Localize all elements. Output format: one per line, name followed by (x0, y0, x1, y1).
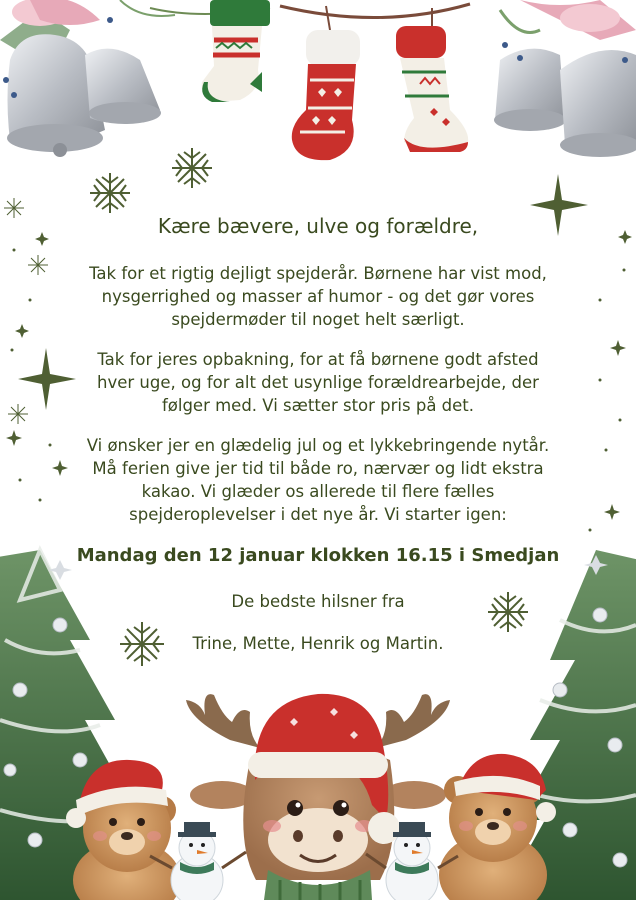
christmas-stocking-red (396, 8, 468, 152)
restart-date-heading: Mandag den 12 januar klokken 16.15 i Smedjan (76, 545, 560, 566)
letter-greeting: Kære bævere, ulve og forældre, (157, 214, 479, 238)
paragraph-line: spejdermøder til noget helt særligt. (171, 310, 465, 329)
christmas-stocking-green (202, 0, 270, 102)
snowflake-icon (90, 173, 130, 213)
teddy-bear-right (439, 754, 556, 900)
paragraph-line: Vi ønsker jer en glædelig jul og et lykkebringende nytår. (86, 436, 550, 455)
paragraph-line: Tak for et rigtig dejligt spejderår. Børnene har vist mod, (89, 264, 547, 283)
letter-paragraph-2 (0, 348, 636, 417)
paragraph-line: hver uge, og for alt det usynlige forældrearbejde, der (97, 373, 539, 392)
paragraph-line: nysgerrighed og masser af humor - og det gør vores (101, 287, 535, 306)
closing-regards: De bedste hilsner fra (231, 592, 405, 611)
snowflake-icon (172, 148, 212, 188)
paragraph-line: kakao. Vi glæder os allerede til flere fælles (141, 482, 495, 501)
silver-bells-right (494, 0, 636, 157)
letter-paragraph-3 (0, 434, 636, 526)
letter-paragraph-1 (0, 262, 636, 331)
paragraph-line: Må ferien give jer tid til både ro, nærvær og lidt ekstra (92, 459, 544, 478)
christmas-stocking-hearts (292, 6, 360, 160)
paragraph-line: Tak for jeres opbakning, for at få børnene godt afsted (97, 350, 539, 369)
signature-names: Trine, Mette, Henrik og Martin. (192, 634, 444, 653)
paragraph-line: spejderoplevelser i det nye år. Vi starter igen: (129, 505, 507, 524)
silver-bells-left (0, 0, 175, 157)
paragraph-line: følger med. Vi sætter stor pris på det. (161, 396, 475, 415)
